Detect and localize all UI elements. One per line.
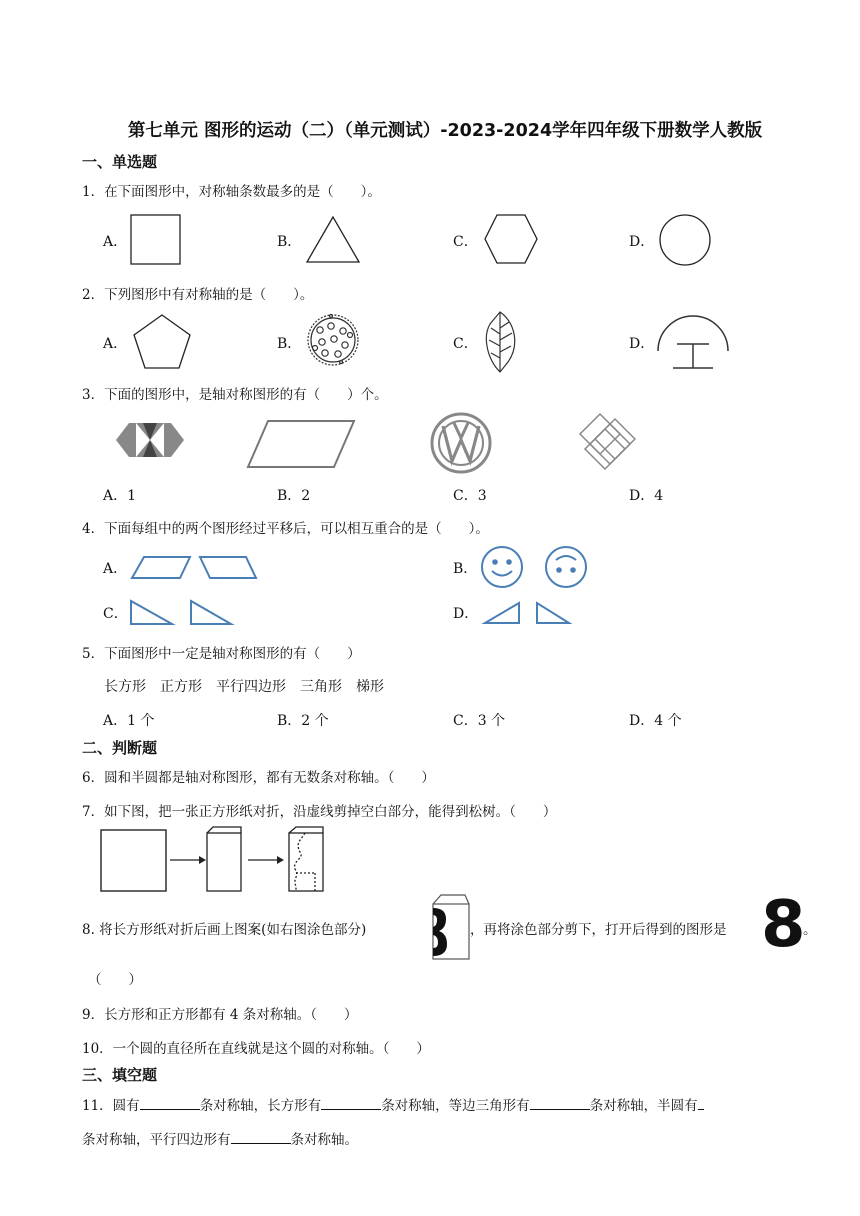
- q4-option-c-label[interactable]: C．: [103, 606, 128, 622]
- question-4-stem: 4．下面每组中的两个图形经过平移后，可以相互重合的是（ ）。: [82, 521, 489, 537]
- question-5-stem: 5．下面图形中一定是轴对称图形的有（ ）: [82, 646, 361, 662]
- q3-option-b[interactable]: B．2: [277, 488, 311, 504]
- section-heading-choice: 一、单选题: [82, 153, 158, 171]
- q5-option-d[interactable]: D．4 个: [629, 713, 682, 729]
- question-10: 10．一个圆的直径所在直线就是这个圆的对称轴。（ ）: [82, 1041, 430, 1057]
- q11-blank-parallelogram[interactable]: [231, 1129, 291, 1144]
- q4-option-b-label[interactable]: B．: [453, 561, 478, 577]
- question-9: 9．长方形和正方形都有 4 条对称轴。（ ）: [82, 1007, 358, 1023]
- question-8-after: ，再将涂色部分剪下，打开后得到的图形是: [470, 922, 727, 938]
- q1-option-a-label[interactable]: A．: [103, 234, 128, 250]
- question-11-line1: [82, 1094, 704, 1114]
- q1-option-d-label[interactable]: D．: [629, 234, 655, 250]
- q11-part2: 条对称轴，长方形有: [199, 1098, 322, 1114]
- q8-result-eight: 8: [761, 888, 806, 962]
- q11-part5: 条对称轴，平行四边形有: [82, 1132, 231, 1148]
- question-2-stem: 2．下列图形中有对称轴的是（ ）。: [82, 287, 314, 303]
- q3-option-c[interactable]: C．3: [453, 488, 487, 504]
- q2-option-d-label[interactable]: D．: [629, 336, 655, 352]
- page-title: 第七单元 图形的运动（二）（单元测试）-2023-2024学年四年级下册数学人教版: [127, 121, 763, 141]
- q11-blank-semicircle[interactable]: [698, 1095, 704, 1110]
- section-heading-judgement: 二、判断题: [82, 739, 158, 757]
- q2-option-a-label[interactable]: A．: [103, 336, 128, 352]
- question-6: 6．圆和半圆都是轴对称图形，都有无数条对称轴。（ ）: [82, 770, 435, 786]
- q2-option-b-label[interactable]: B．: [277, 336, 302, 352]
- q3-option-d[interactable]: D．4: [629, 488, 664, 504]
- q2-option-c-label[interactable]: C．: [453, 336, 478, 352]
- q5-option-b[interactable]: B．2 个: [277, 713, 329, 729]
- q4-option-a-label[interactable]: A．: [103, 561, 128, 577]
- question-8-before: 8. 将长方形纸对折后画上图案(如右图涂色部分): [82, 922, 367, 938]
- q11-blank-rectangle[interactable]: [321, 1095, 381, 1110]
- q5-option-a[interactable]: A．1 个: [103, 713, 155, 729]
- question-11-line2: [82, 1128, 358, 1148]
- q11-part1: 11．圆有: [82, 1098, 140, 1114]
- q11-blank-circle[interactable]: [140, 1095, 200, 1110]
- q11-part6: 条对称轴。: [290, 1132, 358, 1148]
- q11-blank-triangle[interactable]: [530, 1095, 590, 1110]
- q8-answer-paren: （ ）: [88, 972, 142, 988]
- question-7: 7．如下图，把一张正方形纸对折，沿虚线剪掉空白部分，能得到松树。（ ）: [82, 804, 557, 820]
- q11-part4: 条对称轴，半圆有: [589, 1098, 698, 1114]
- q1-option-b-label[interactable]: B．: [277, 234, 302, 250]
- section-heading-fill: 三、填空题: [82, 1066, 158, 1084]
- q5-option-c[interactable]: C．3 个: [453, 713, 506, 729]
- q8-end: 。: [803, 922, 817, 938]
- question-3-stem: 3．下面的图形中，是轴对称图形的有（ ）个。: [82, 387, 388, 403]
- q1-option-c-label[interactable]: C．: [453, 234, 478, 250]
- q3-option-a[interactable]: A．1: [103, 488, 137, 504]
- question-1-stem: 1．在下面图形中，对称轴条数最多的是（ ）。: [82, 184, 381, 200]
- q11-part3: 条对称轴，等边三角形有: [381, 1098, 530, 1114]
- q4-option-d-label[interactable]: D．: [453, 606, 479, 622]
- q5-shape-words: 长方形 正方形 平行四边形 三角形 梯形: [104, 679, 384, 695]
